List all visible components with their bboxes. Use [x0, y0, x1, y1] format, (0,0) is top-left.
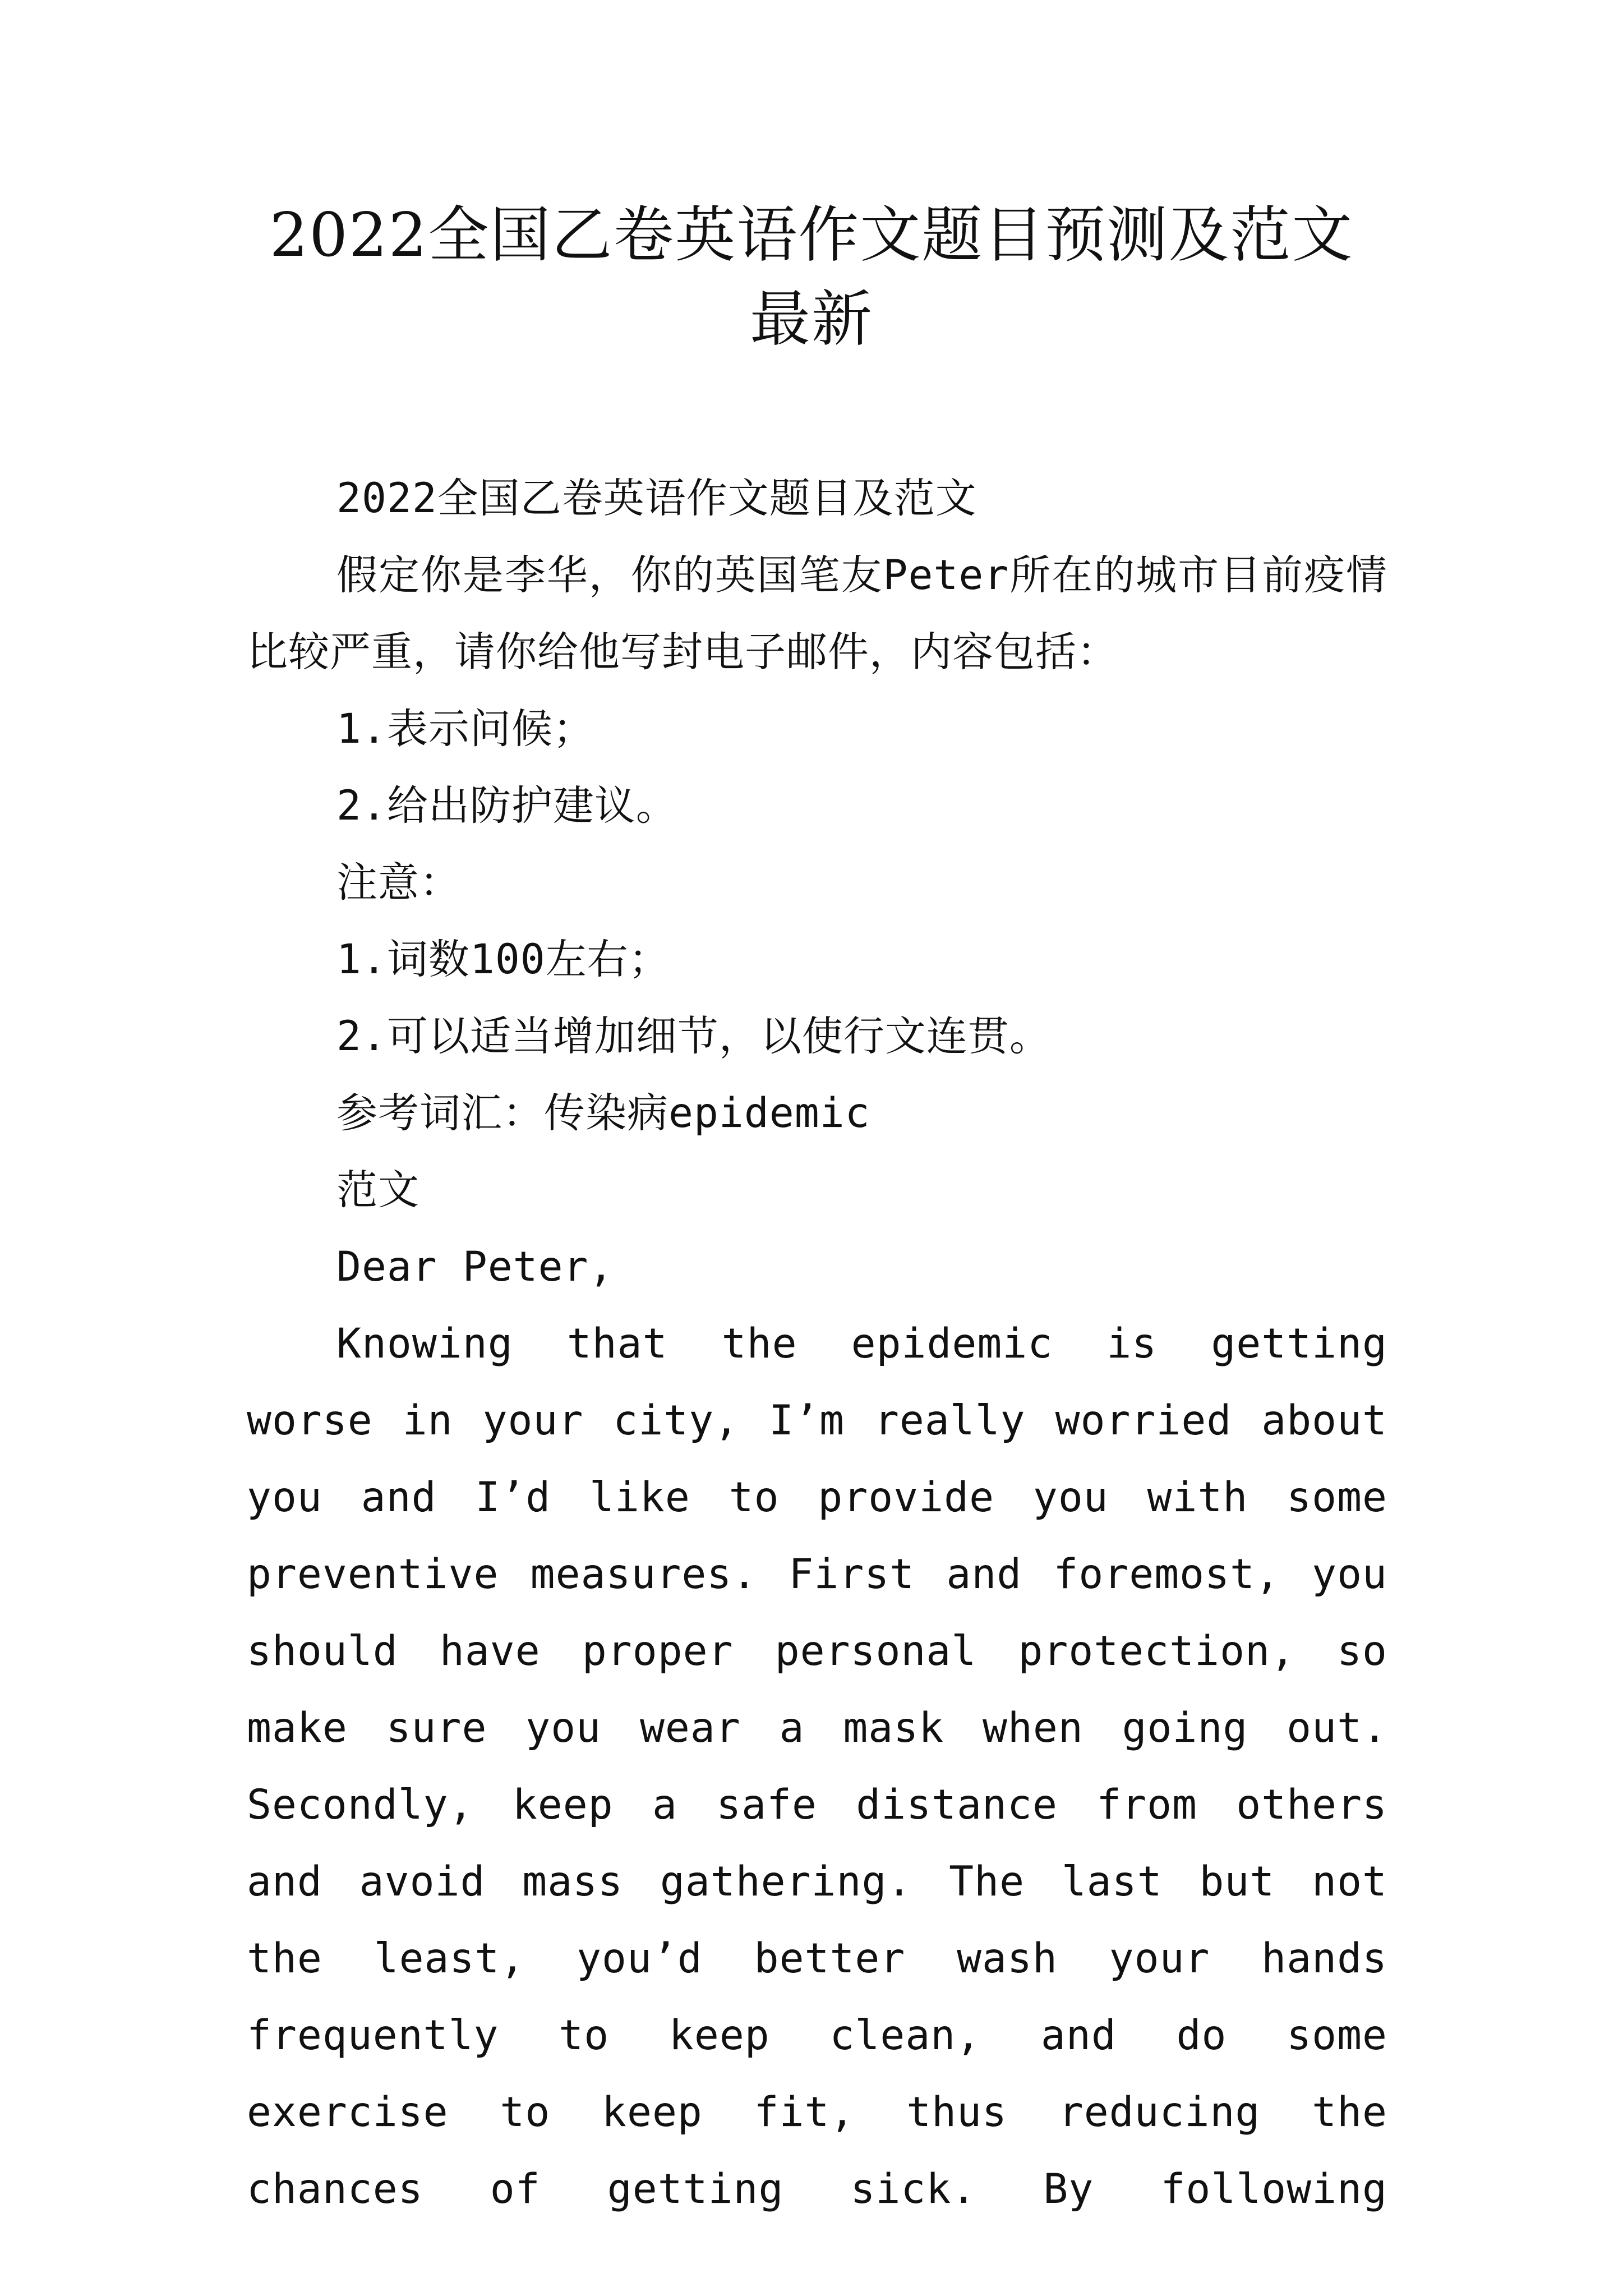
- essay-heading: 2022全国乙卷英语作文题目及范文: [336, 475, 977, 522]
- sample-essay-label: 范文: [336, 1166, 419, 1214]
- letter-salutation: Dear Peter,: [336, 1243, 614, 1291]
- requirement-item-1: 1.表示问候；: [336, 705, 594, 753]
- task-prompt: 假定你是李华，你的英国笔友Peter所在的城市目前疫情比较严重，请你给他写封电子邮件，内容包括：: [247, 551, 1387, 676]
- note-item-1: 1.词数100左右；: [336, 936, 670, 983]
- document-body: [247, 460, 1387, 2228]
- requirement-item-2: 2.给出防护建议。: [336, 782, 677, 830]
- document-title: 2022全国乙卷英语作文题目预测及范文最新: [269, 200, 1354, 355]
- notes-label: 注意：: [336, 859, 461, 907]
- letter-body-paragraph: Knowing that the epidemic is getting worse in your city, I’m really worried about you and I’d like to provide you with some preventive measures. First and foremost, you should have proper personal protection, so make sure you wear a mask when going out. Secondly, keep a safe distance from others and avoid mass gathering. The last but not the least, you’d better wash your hands frequently to keep clean, and do some exercise to keep fit, thus reducing the chances of getting sick. By following: [247, 1320, 1387, 2213]
- note-item-2: 2.可以适当增加细节，以使行文连贯。: [336, 1013, 1051, 1060]
- vocabulary-hint: 参考词汇：传染病epidemic: [336, 1089, 870, 1137]
